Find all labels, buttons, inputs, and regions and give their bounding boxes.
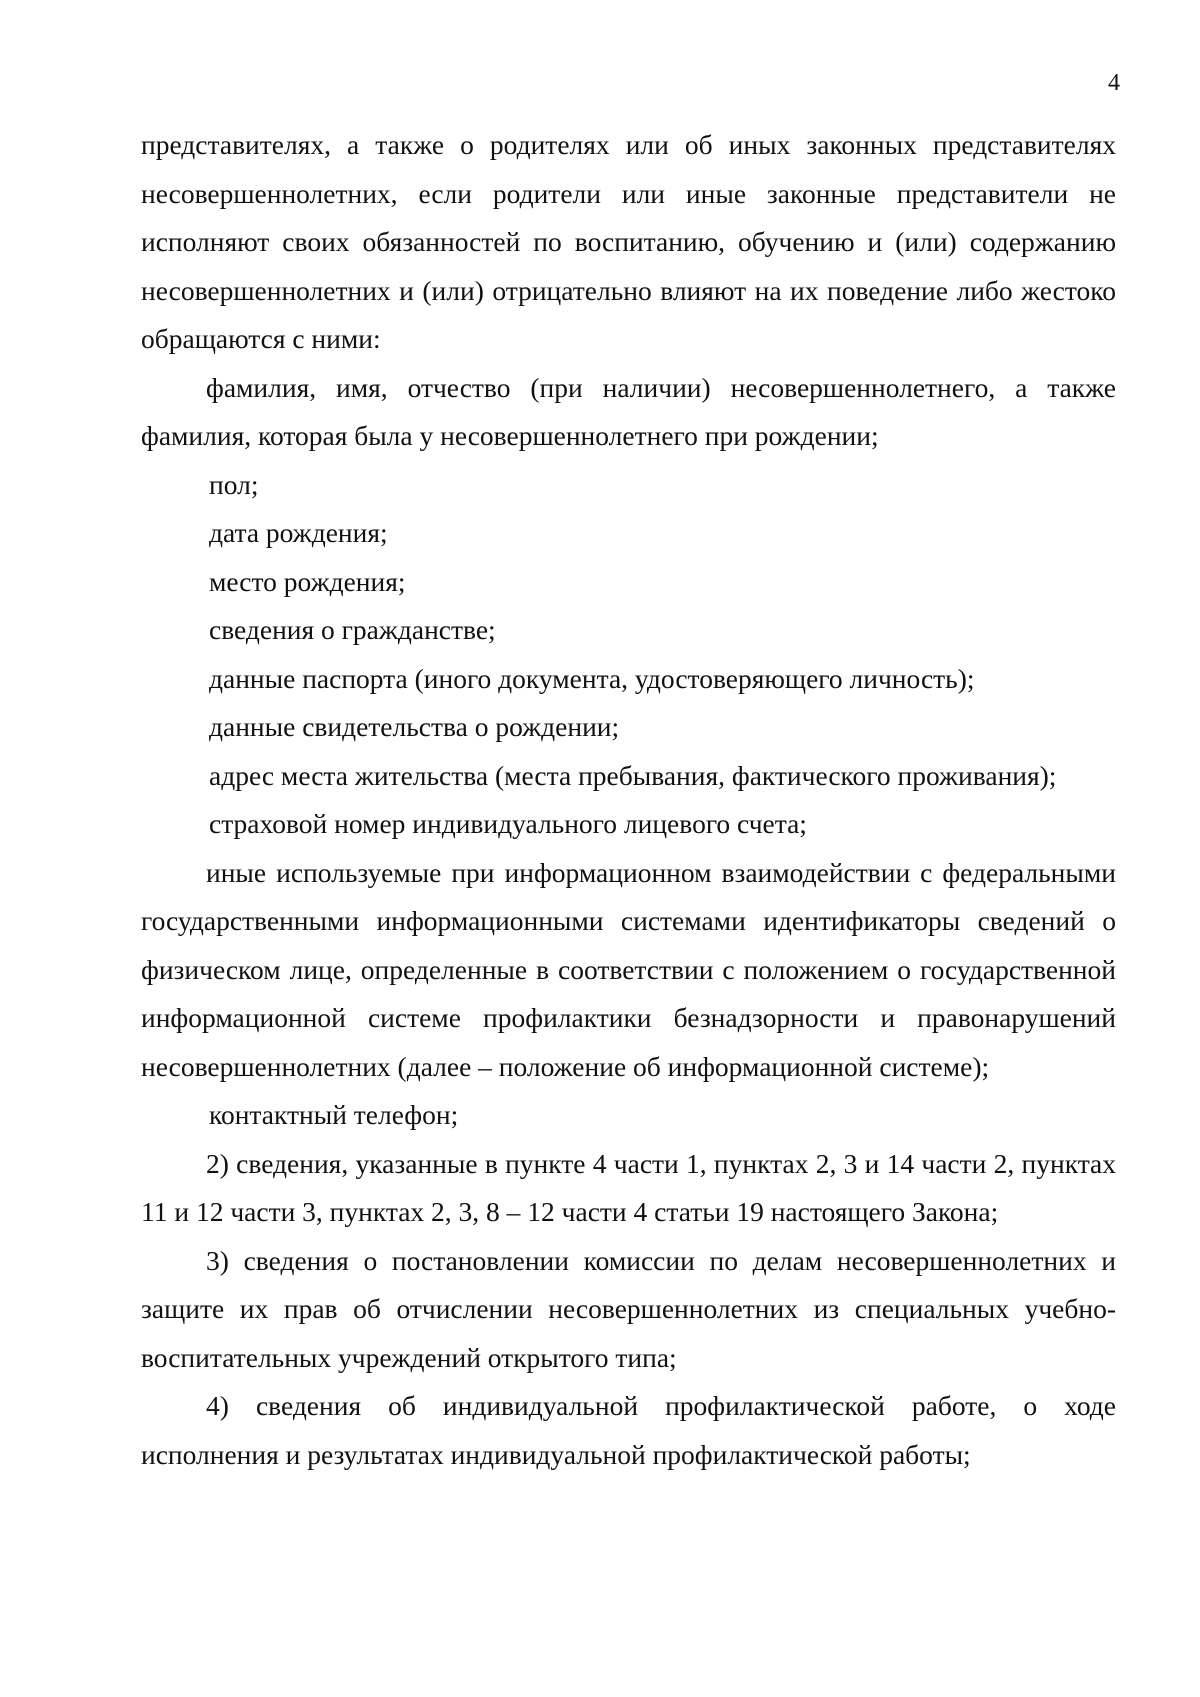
list-item-phone: контактный телефон; — [209, 1099, 459, 1130]
paragraph-continuation: представителях, а также о родителях или об иных законных представителях несовершеннолетних, если родители или иные законные представители не исполняют своих обязанностей по воспитанию, обучению и (или) содержанию несовершеннолетних и (или) отрицательно влияют на их поведение либо жестоко обращаются с ними: — [141, 129, 1116, 354]
list-item-birth-certificate: данные свидетельства о рождении; — [209, 711, 620, 742]
list-item-citizenship: сведения о гражданстве; — [209, 614, 496, 645]
paragraph-item-3: 3) сведения о постановлении комиссии по делам несовершеннолетних и защите их прав об отчислении несовершеннолетних из специальных учебно-воспитательных учреждений открытого типа; — [141, 1244, 1116, 1373]
list-item-birth-date: дата рождения; — [209, 517, 388, 548]
paragraph-full-name: фамилия, имя, отчество (при наличии) несовершеннолетнего, а также фамилия, которая была у несовершеннолетнего при рождении; — [141, 371, 1116, 451]
list-item-passport: данные паспорта (иного документа, удостоверяющего личность); — [209, 662, 975, 694]
list-item-insurance-number: страховой номер индивидуального лицевого счета; — [209, 808, 807, 839]
document-body — [141, 121, 1116, 1479]
paragraph-identifiers: иные используемые при информационном взаимодействии с федеральными государственными информационными системами идентификаторы сведений о физическом лице, определенные в соответствии с положением о государственной информационной системе профилактики безнадзорности и правонарушений несовершеннолетних (далее – положение об информационной системе); — [141, 856, 1116, 1082]
paragraph-item-2: 2) сведения, указанные в пункте 4 части 1, пунктах 2, 3 и 14 части 2, пунктах 11 и 12 части 3, пунктах 2, 3, 8 – 12 части 4 статьи 19 настоящего Закона; — [141, 1147, 1116, 1227]
list-item-birth-place: место рождения; — [209, 565, 406, 597]
paragraph-item-4: 4) сведения об индивидуальной профилактической работе, о ходе исполнения и результатах индивидуальной профилактической работы; — [141, 1390, 1116, 1470]
list-item-address: адрес места жительства (места пребывания, фактического проживания); — [209, 759, 1057, 791]
list-item-sex: пол; — [209, 468, 259, 500]
page-number: 4 — [1108, 70, 1120, 96]
